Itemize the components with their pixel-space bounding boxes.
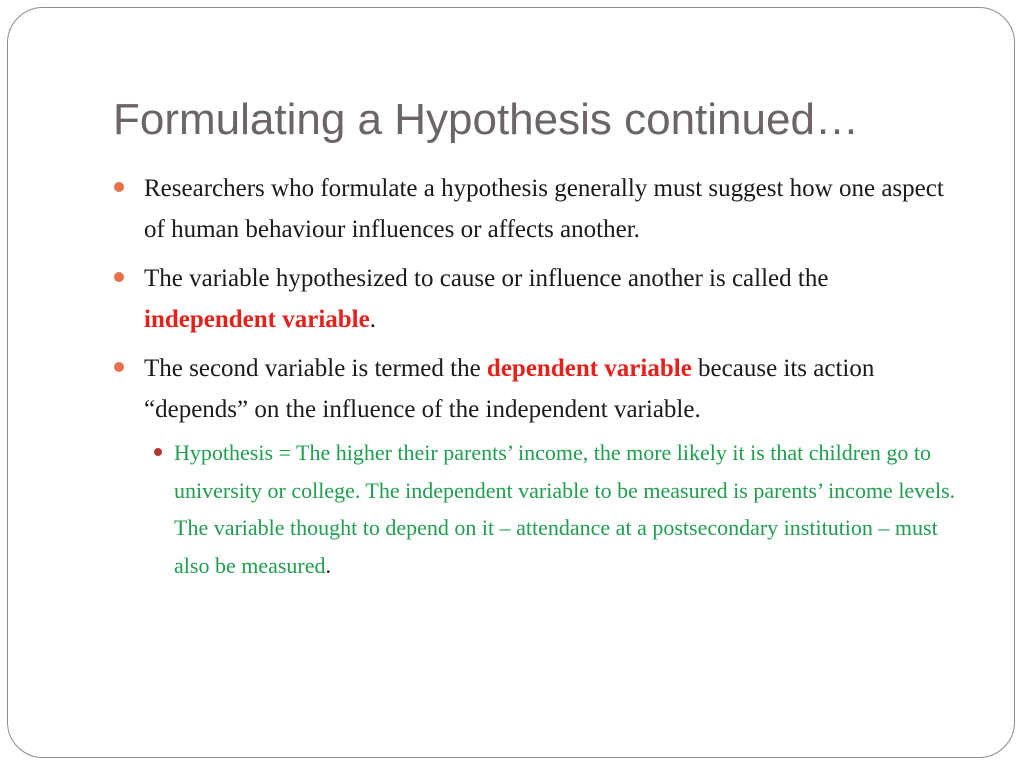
- sub-bullet-item: [144, 434, 963, 584]
- bullet-text: The second variable is termed the: [144, 355, 487, 382]
- sub-bullet-icon: [154, 448, 162, 456]
- independent-variable-keyword: independent variable: [144, 306, 370, 333]
- bullet-icon: [114, 182, 124, 192]
- bullet-item: [113, 258, 963, 340]
- bullet-text: Researchers who formulate a hypothesis generally must suggest how one aspect of human behaviour influences or affects another.: [144, 175, 944, 243]
- sub-bullet-text: Hypothesis = The higher their parents’ income, the more likely it is that children go to university or college. The independent variable to be measured is parents’ income levels. The variable thought to depend on it – attendance at a postsecondary institution – must also be measured: [174, 440, 956, 578]
- bullet-text-end: because its action “depends” on the influence of the independent variable.: [144, 355, 875, 423]
- sub-bullet-text-end: .: [325, 552, 331, 578]
- slide-title: Formulating a Hypothesis continued…: [113, 95, 859, 144]
- bullet-item: [113, 348, 963, 430]
- bullet-icon: [114, 362, 124, 372]
- dependent-variable-keyword: dependent variable: [486, 355, 692, 382]
- slide-body: [113, 168, 963, 584]
- bullet-item: [113, 168, 963, 250]
- bullet-text: The variable hypothesized to cause or influence another is called the: [144, 265, 829, 292]
- bullet-text-end: .: [369, 306, 376, 333]
- bullet-icon: [114, 272, 124, 282]
